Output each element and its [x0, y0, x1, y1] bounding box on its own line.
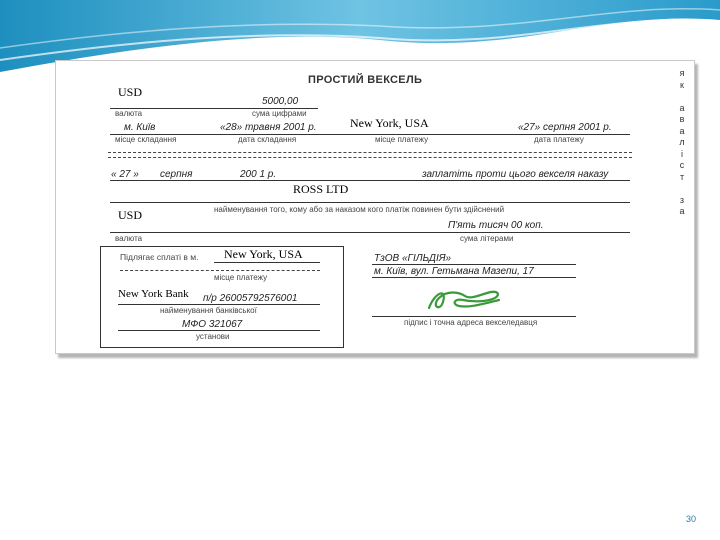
caption-payee: найменування того, кому або за наказом кого платіж повинен бути здійснений [214, 205, 505, 214]
page-number: 30 [685, 514, 696, 524]
vertical-aval-text: я к а в а л і с т з а [679, 68, 685, 216]
payable-place-overlay: New York, USA [224, 247, 303, 261]
caption-payment-date: дата платежу [534, 135, 584, 144]
caption-amount-words: сумa літерами [460, 234, 514, 243]
separator-line [108, 152, 632, 153]
mfo-code: МФО 321067 [182, 319, 243, 330]
issue-date: «28» травня 2001 р. [220, 122, 317, 133]
caption-signature: підпис і точна адреса векселедавця [404, 318, 538, 327]
currency-overlay: USD [118, 85, 143, 99]
rule [372, 264, 576, 265]
caption-currency-2: валюта [115, 234, 143, 243]
caption-payable-place: місце платежу [214, 273, 268, 282]
separator-line [108, 157, 632, 158]
caption-currency: валюта [115, 109, 143, 118]
rule [118, 330, 320, 331]
payment-place-overlay: New York, USA [350, 116, 429, 130]
account-number: п/р 26005792576001 [203, 293, 298, 304]
rule [110, 232, 630, 233]
payee-overlay: ROSS LTD [293, 182, 349, 196]
rule [372, 277, 576, 278]
pay-year: 200 1 р. [240, 169, 277, 180]
rule [372, 316, 576, 317]
place-of-issue: м. Київ [124, 122, 156, 133]
caption-issue-place: місце складання [115, 135, 177, 144]
currency-overlay-2: USD [118, 208, 143, 222]
pay-month: серпня [160, 169, 193, 180]
signature-image [425, 282, 505, 316]
drawer-name: ТзОВ «ГІЛЬДІЯ» [374, 253, 452, 264]
rule [118, 304, 320, 305]
rule [110, 202, 630, 203]
rule [110, 180, 630, 181]
due-date: «27» серпня 2001 р. [518, 122, 612, 133]
pay-day: « 27 » [111, 169, 139, 180]
document-title: ПРОСТИЙ ВЕКСЕЛЬ [308, 74, 423, 86]
caption-bank: найменування банківської [160, 306, 257, 315]
caption-issue-date: дата складання [238, 135, 297, 144]
bank-overlay: New York Bank [118, 288, 189, 300]
payable-label: Підлягає сплаті в м. [120, 252, 199, 262]
drawer-address: м. Київ, вул. Гетьмана Мазепи, 17 [374, 266, 534, 277]
amount-words: П'ять тисяч 00 коп. [448, 220, 544, 231]
caption-payment-place: місце платежу [375, 135, 429, 144]
amount-numeric: 5000,00 [262, 96, 299, 107]
pay-order-text: заплатіть проти цього векселя наказу [422, 169, 609, 180]
rule [214, 262, 320, 263]
caption-amount-numeric: сума цифрами [252, 109, 307, 118]
separator-line [120, 270, 320, 271]
caption-institution: установи [196, 332, 230, 341]
